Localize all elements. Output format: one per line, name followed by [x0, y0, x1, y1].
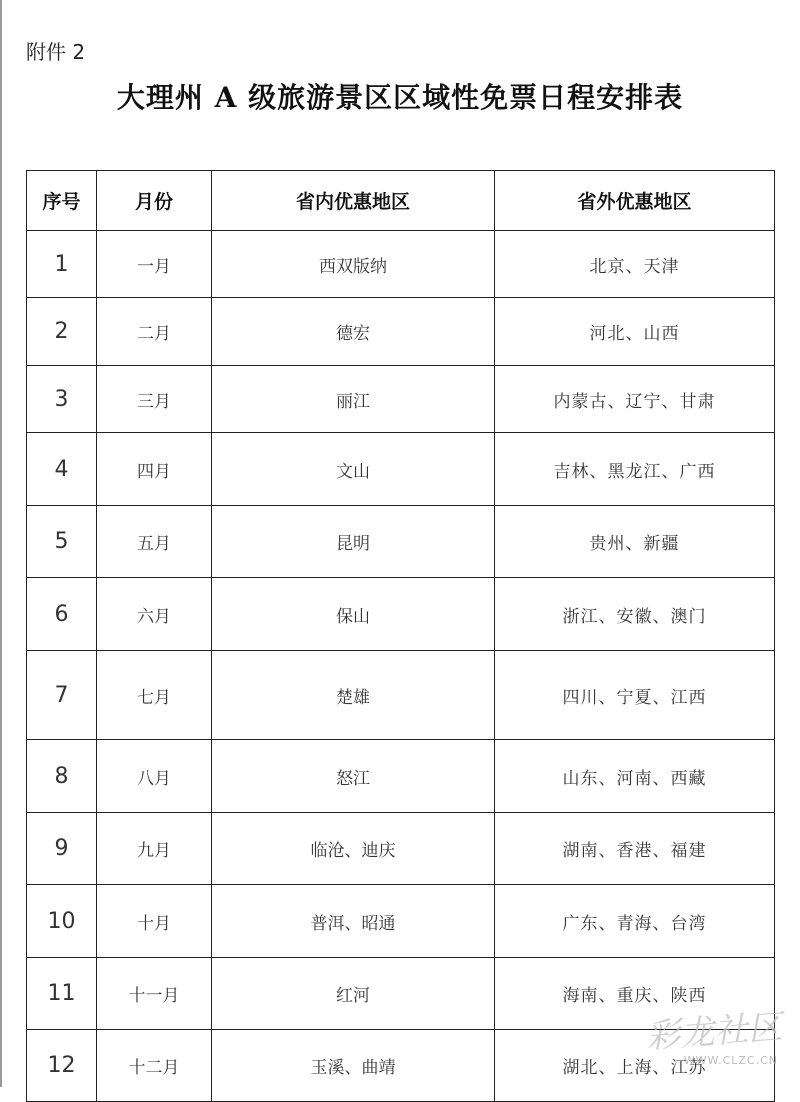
cell-in-province: 楚雄: [212, 651, 495, 740]
cell-out-province: 四川、宁夏、江西: [495, 651, 775, 740]
cell-out-province: 海南、重庆、陕西: [495, 958, 775, 1030]
document-title: 大理州 A 级旅游景区区域性免票日程安排表: [116, 81, 684, 114]
cell-month: 十一月: [97, 958, 212, 1030]
cell-seq: 8: [27, 740, 97, 813]
cell-out-province: 广东、青海、台湾: [495, 885, 775, 958]
cell-seq: 11: [27, 958, 97, 1030]
cell-in-province: 丽江: [212, 366, 495, 433]
schedule-table: [26, 170, 775, 1102]
cell-month: 三月: [97, 366, 212, 433]
cell-seq: 1: [27, 231, 97, 298]
attachment-label: 附件 2: [26, 40, 86, 64]
header-out-province: 省外优惠地区: [495, 171, 775, 231]
table-row: [27, 433, 775, 506]
cell-in-province: 保山: [212, 578, 495, 651]
table-row: [27, 651, 775, 740]
table-header-row: [27, 171, 775, 231]
cell-month: 一月: [97, 231, 212, 298]
cell-month: 九月: [97, 813, 212, 885]
table-row: [27, 813, 775, 885]
cell-month: 六月: [97, 578, 212, 651]
cell-seq: 3: [27, 366, 97, 433]
cell-seq: 2: [27, 298, 97, 366]
cell-in-province: 临沧、迪庆: [212, 813, 495, 885]
cell-out-province: 北京、天津: [495, 231, 775, 298]
cell-seq: 10: [27, 885, 97, 958]
cell-seq: 9: [27, 813, 97, 885]
cell-in-province: 怒江: [212, 740, 495, 813]
cell-out-province: 山东、河南、西藏: [495, 740, 775, 813]
header-month: 月份: [97, 171, 212, 231]
table-row: [27, 740, 775, 813]
table-row: [27, 885, 775, 958]
cell-month: 四月: [97, 433, 212, 506]
cell-month: 八月: [97, 740, 212, 813]
header-in-province: 省内优惠地区: [212, 171, 495, 231]
table-row: [27, 298, 775, 366]
cell-out-province: 河北、山西: [495, 298, 775, 366]
cell-seq: 12: [27, 1030, 97, 1102]
cell-out-province: 湖北、上海、江苏: [495, 1030, 775, 1102]
cell-seq: 7: [27, 651, 97, 740]
page-left-border: [0, 0, 2, 1087]
cell-in-province: 文山: [212, 433, 495, 506]
table-row: [27, 578, 775, 651]
cell-out-province: 吉林、黑龙江、广西: [495, 433, 775, 506]
cell-in-province: 普洱、昭通: [212, 885, 495, 958]
cell-out-province: 湖南、香港、福建: [495, 813, 775, 885]
cell-out-province: 浙江、安徽、澳门: [495, 578, 775, 651]
cell-out-province: 贵州、新疆: [495, 506, 775, 578]
cell-in-province: 红河: [212, 958, 495, 1030]
watermark-logo: 彩龙社区: [645, 1007, 784, 1057]
table-row: [27, 231, 775, 298]
cell-month: 二月: [97, 298, 212, 366]
cell-in-province: 昆明: [212, 506, 495, 578]
cell-month: 十月: [97, 885, 212, 958]
cell-in-province: 德宏: [212, 298, 495, 366]
watermark-url: WWW.CLZC.CN: [683, 1054, 778, 1067]
cell-in-province: 玉溪、曲靖: [212, 1030, 495, 1102]
table-row: [27, 506, 775, 578]
cell-seq: 5: [27, 506, 97, 578]
cell-out-province: 内蒙古、辽宁、甘肃: [495, 366, 775, 433]
header-seq: 序号: [27, 171, 97, 231]
cell-seq: 6: [27, 578, 97, 651]
cell-month: 十二月: [97, 1030, 212, 1102]
cell-month: 七月: [97, 651, 212, 740]
table-row: [27, 366, 775, 433]
cell-month: 五月: [97, 506, 212, 578]
cell-in-province: 西双版纳: [212, 231, 495, 298]
cell-seq: 4: [27, 433, 97, 506]
